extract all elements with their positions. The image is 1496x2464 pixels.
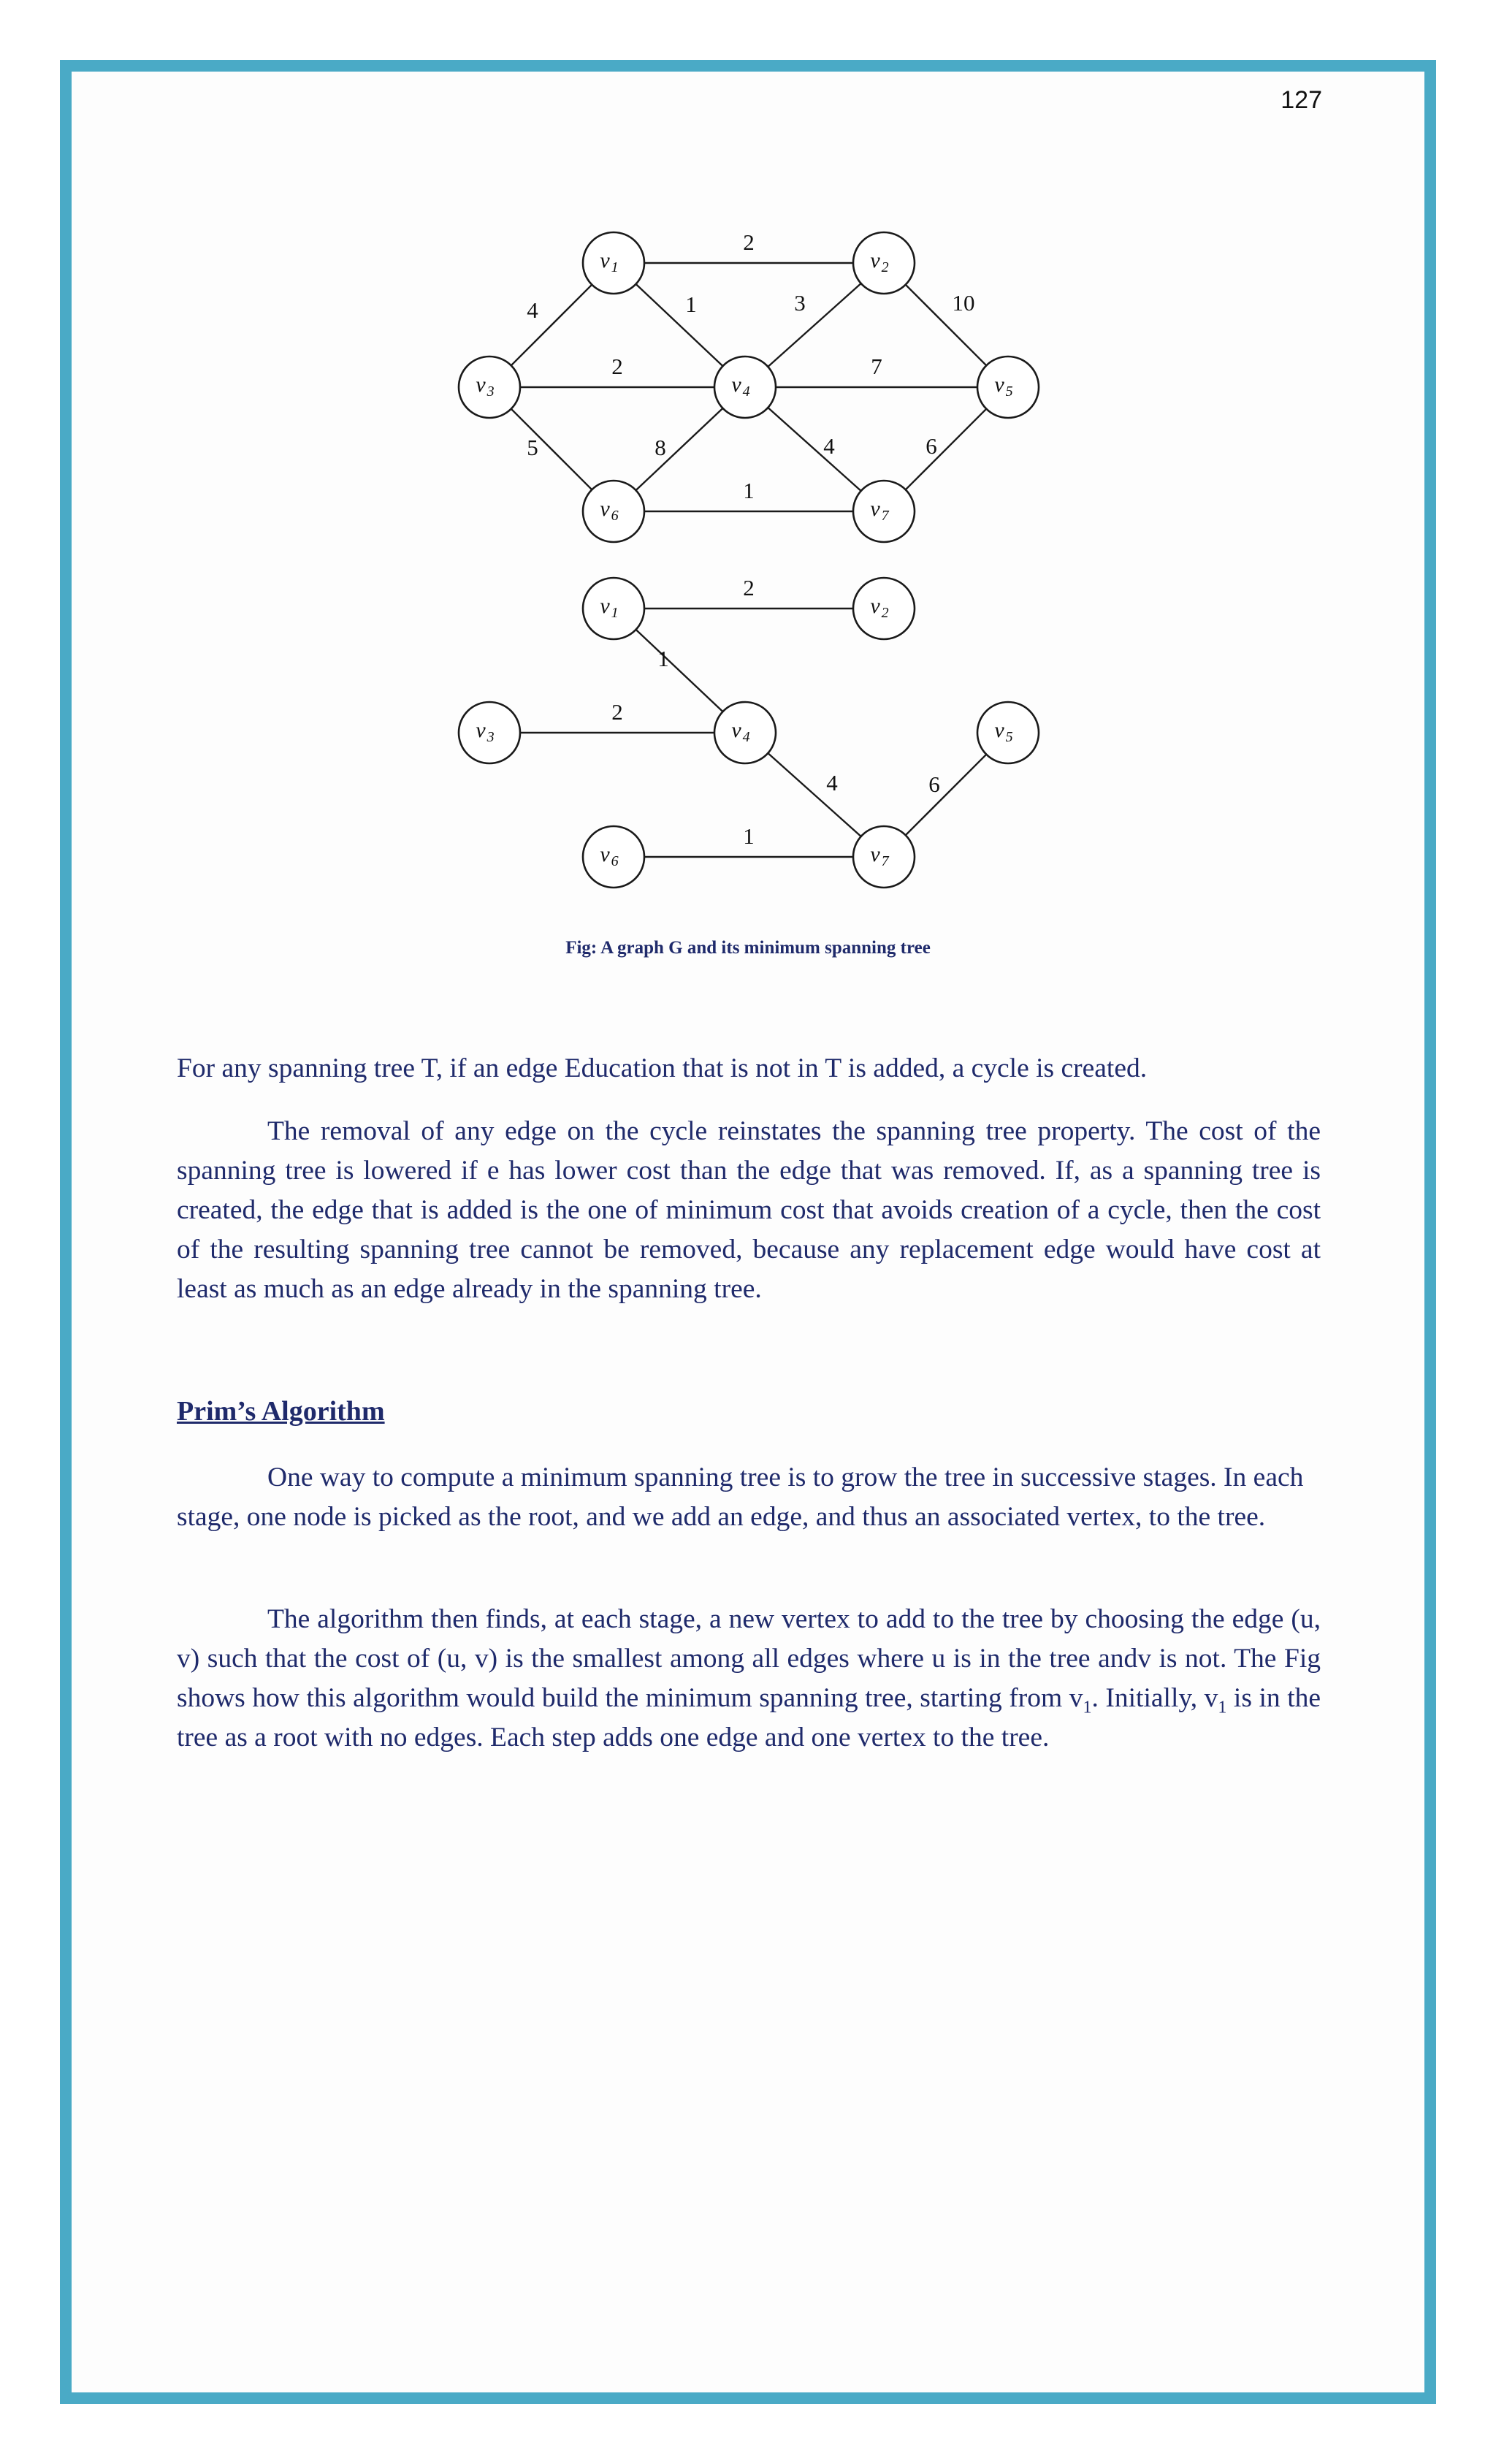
mst-node-sub-v2: 2	[881, 605, 889, 621]
mst-weight-v1-v2: 2	[743, 575, 755, 600]
paragraph-prims-steps	[177, 1600, 1321, 1758]
graph-g-group	[459, 229, 1039, 542]
graph-figure	[438, 212, 1052, 913]
page-number: 127	[1281, 86, 1322, 114]
graph-g-node-sub-v2: 2	[881, 259, 889, 275]
graph-g-node-label-v3: v $_3$	[476, 373, 495, 400]
graph-figure-svg	[438, 212, 1052, 913]
graph-g-edge-v4-v7	[768, 408, 860, 491]
mst-weight-v4-v7: 4	[826, 770, 838, 796]
prims-steps-text-1: The algorithm then finds, at each stage, a new vertex to add to the tree by choosing the edge (u, v) such that the cost of (u, v) is the smallest among all edges where u is in the tree andv is not. The Fig shows how this algorithm would build the minimum spanning tree, starting from v	[177, 1604, 1321, 1713]
graph-g-weight-v3-v4: 2	[611, 354, 623, 379]
graph-g-weight-v5-v7: 6	[926, 433, 937, 459]
graph-g-node-label-v7: v $_7$	[870, 497, 889, 524]
graph-g-weight-v1-v4: 1	[685, 291, 697, 317]
graph-g-edge-v1-v4	[636, 284, 723, 366]
graph-g-weight-v2-v4: 3	[794, 290, 806, 316]
graph-g-edge-v2-v4	[768, 283, 860, 367]
prims-steps-subscript-1: 1	[1083, 1698, 1092, 1717]
mst-node-label-v7: v $_7$	[870, 842, 889, 869]
graph-g-node-sub-v6: 6	[611, 508, 619, 524]
mst-node-sub-v4: 4	[742, 729, 750, 745]
graph-g-node-sub-v5: 5	[1005, 384, 1013, 400]
mst-weight-v6-v7: 1	[743, 823, 755, 849]
mst-node-label-v4: v $_4$	[731, 718, 750, 745]
graph-g-node-label-v4: v $_4$	[731, 373, 750, 400]
graph-g-edge-v4-v6	[636, 408, 723, 490]
mst-node-label-v5: v $_5$	[994, 718, 1013, 745]
mst-node-sub-v5: 5	[1005, 729, 1013, 745]
graph-g-weight-v4-v5: 7	[871, 354, 882, 379]
mst-node-sub-v6: 6	[611, 853, 619, 869]
paragraph-spanning-tree-property: The removal of any edge on the cycle reinstates the spanning tree property. The cost of the spanning tree is lowered if e has lower cost than the edge that was removed. If, as a spanning tree is created, the edge that is added is the one of minimum cost that avoids creation of a cycle, then the cost of the resulting spanning tree cannot be removed, because any replacement edge would have cost at least as much as an edge already in the spanning tree.	[177, 1116, 1321, 1304]
mst-node-label-v3: v $_3$	[476, 718, 495, 745]
graph-g-weight-v4-v7: 4	[823, 433, 835, 459]
prims-steps-text-3: is in the tree as a root with no edges. Each step adds one edge and one vertex to the tree.	[177, 1683, 1321, 1752]
mst-node-sub-v3: 3	[486, 729, 495, 745]
graph-g-weight-v1-v3: 4	[527, 297, 538, 323]
graph-g-node-label-v6: v $_6$	[600, 497, 619, 524]
paragraph-prims-intro: One way to compute a minimum spanning tree is to grow the tree in successive stages. In each stage, one node is picked as the root, and we add an edge, and thus an associated vertex, to the tree.	[177, 1462, 1304, 1532]
graph-g-node-sub-v7: 7	[881, 508, 889, 524]
prims-steps-subscript-2: 1	[1218, 1698, 1227, 1717]
mst-node-sub-v1: 1	[611, 605, 619, 621]
section-heading-prims-algorithm: Prim’s Algorithm	[177, 1396, 385, 1427]
mst-node-sub-v7: 7	[881, 853, 889, 869]
graph-g-edge-v3-v6	[511, 409, 592, 490]
figure-caption: Fig: A graph G and its minimum spanning tree	[565, 938, 931, 958]
mst-weight-v5-v7: 6	[928, 771, 940, 797]
graph-g-edge-v1-v3	[511, 285, 592, 366]
mst-node-label-v6: v $_6$	[600, 842, 619, 869]
mst-node-label-v2: v $_2$	[870, 594, 889, 621]
graph-g-weight-v6-v7: 1	[743, 478, 755, 503]
mst-weight-v1-v4: 1	[657, 646, 669, 671]
graph-g-node-label-v1: v $_1$	[600, 248, 619, 275]
paragraph-edge-cycle: For any spanning tree T, if an edge Education that is not in T is added, a cycle is created.	[177, 1053, 1148, 1083]
mst-node-label-v1: v $_1$	[600, 594, 619, 621]
graph-g-node-sub-v4: 4	[742, 384, 750, 400]
mst-edge-v5-v7	[906, 755, 987, 836]
mst-weight-v3-v4: 2	[611, 699, 623, 725]
graph-g-node-label-v5: v $_5$	[994, 373, 1013, 400]
graph-g-weight-v3-v6: 5	[527, 435, 538, 460]
mst-group	[459, 575, 1039, 888]
graph-g-node-sub-v1: 1	[611, 259, 619, 275]
graph-g-weight-v1-v2: 2	[743, 229, 755, 255]
graph-g-weight-v4-v6: 8	[654, 435, 666, 460]
graph-g-node-sub-v3: 3	[486, 384, 495, 400]
mst-edge-v1-v4	[636, 630, 723, 712]
graph-g-edge-v5-v7	[906, 409, 987, 490]
prims-steps-text-2: . Initially, v	[1091, 1683, 1218, 1713]
graph-g-weight-v2-v5: 10	[952, 290, 975, 316]
mst-edge-v4-v7	[768, 753, 860, 836]
graph-g-node-label-v2: v $_2$	[870, 248, 889, 275]
